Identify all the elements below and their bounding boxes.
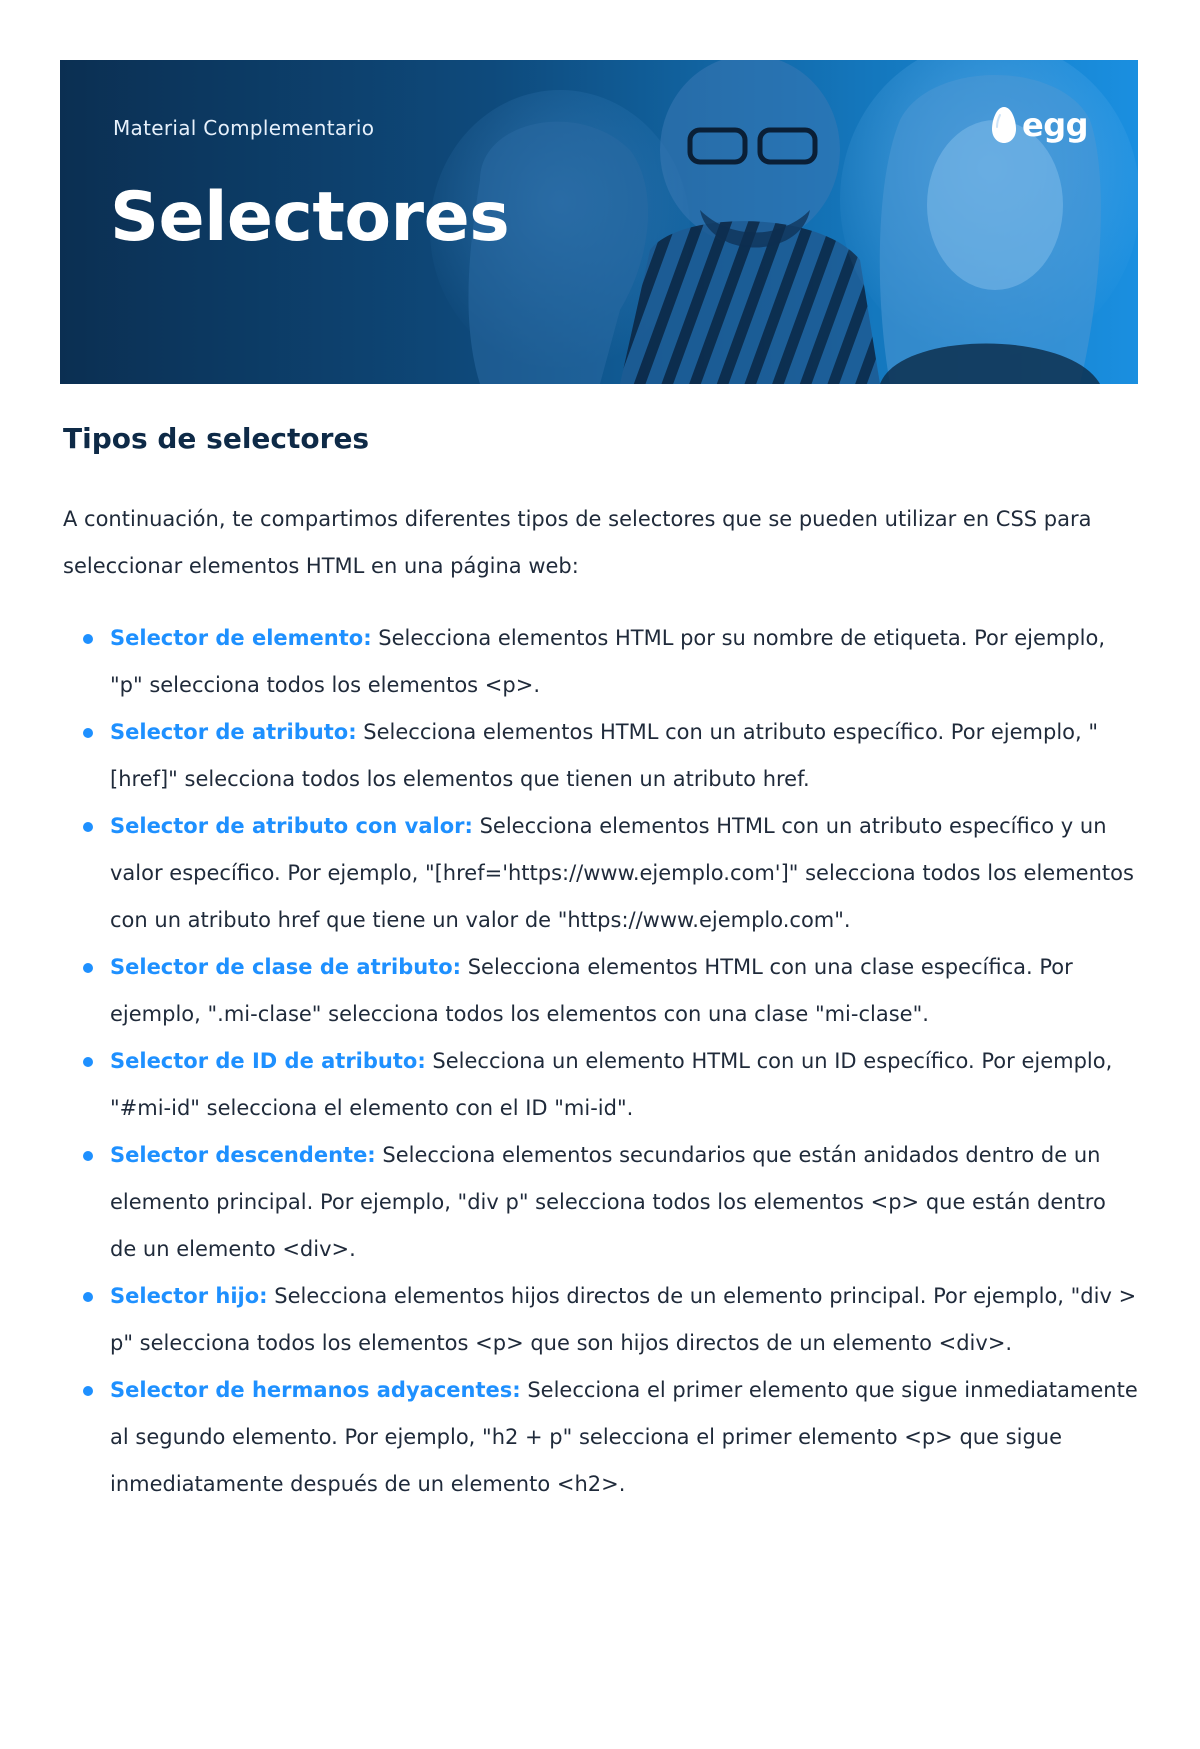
list-item-text: Selecciona elementos secundarios que están anidados dentro de un elemento principal. Por ejemplo, "div p" selecciona todos los elementos <p> que están dentro de un elemento <div>.	[110, 1143, 1106, 1261]
list-item-text: Selecciona el primer elemento que sigue inmediatamente al segundo elemento. Por ejemplo, "h2 + p" selecciona el primer elemento <p> que sigue inmediatamente después de un elemento <h2>.	[110, 1378, 1138, 1496]
bullet-dot-icon	[83, 1292, 93, 1302]
section-title: Tipos de selectores	[63, 422, 370, 455]
bullet-dot-icon	[83, 963, 93, 973]
bullet-dot-icon	[83, 1151, 93, 1161]
list-item-term: Selector de atributo:	[110, 720, 357, 744]
list-item-selector-hermanos	[63, 1367, 1138, 1508]
list-item-selector-descendente	[63, 1132, 1138, 1273]
list-item-selector-atributo	[63, 709, 1138, 803]
bullet-dot-icon	[83, 1057, 93, 1067]
list-item-selector-hijo	[63, 1273, 1138, 1367]
banner-title: Selectores	[110, 178, 510, 257]
list-item-term: Selector descendente:	[110, 1143, 376, 1167]
logo-text: egg	[1022, 106, 1089, 144]
bullet-dot-icon	[83, 634, 93, 644]
list-item-term: Selector hijo:	[110, 1284, 268, 1308]
list-item-term: Selector de elemento:	[110, 626, 372, 650]
bullet-dot-icon	[83, 1386, 93, 1396]
list-item-selector-id	[63, 1038, 1138, 1132]
list-item-text: Selecciona un elemento HTML con un ID específico. Por ejemplo, "#mi-id" selecciona el elemento con el ID "mi-id".	[110, 1049, 1113, 1120]
egg-logo	[990, 105, 1088, 145]
list-item-text: Selecciona elementos hijos directos de un elemento principal. Por ejemplo, "div > p" selecciona todos los elementos <p> que son hijos directos de un elemento <div>.	[110, 1284, 1137, 1355]
list-item-term: Selector de hermanos adyacentes:	[110, 1378, 521, 1402]
list-item-text: Selecciona elementos HTML con una clase específica. Por ejemplo, ".mi-clase" selecciona todos los elementos con una clase "mi-clase".	[110, 955, 1073, 1026]
bullet-dot-icon	[83, 822, 93, 832]
list-item-term: Selector de atributo con valor:	[110, 814, 473, 838]
intro-paragraph: A continuación, te compartimos diferentes tipos de selectores que se pueden utilizar en CSS para seleccionar elementos HTML en una página web:	[63, 507, 1092, 578]
list-item-text: Selecciona elementos HTML con un atributo específico. Por ejemplo, "[href]" selecciona todos los elementos que tienen un atributo href.	[110, 720, 1099, 791]
banner-subtitle: Material Complementario	[113, 116, 375, 140]
bullet-dot-icon	[83, 728, 93, 738]
selector-types-list	[63, 615, 1138, 1508]
list-item-term: Selector de clase de atributo:	[110, 955, 462, 979]
list-item-selector-clase	[63, 944, 1138, 1038]
list-item-selector-atributo-valor	[63, 803, 1138, 944]
list-item-text: Selecciona elementos HTML con un atributo específico y un valor específico. Por ejemplo, "[href='https://www.ejemplo.com']" selecciona todos los elementos con un atributo href que tiene un valor de "https://www.ejemplo.com".	[110, 814, 1134, 932]
list-item-term: Selector de ID de atributo:	[110, 1049, 426, 1073]
list-item-text: Selecciona elementos HTML por su nombre de etiqueta. Por ejemplo, "p" selecciona todos los elementos <p>.	[110, 626, 1106, 697]
list-item-selector-elemento	[63, 615, 1138, 709]
header-banner	[60, 60, 1138, 384]
egg-icon	[990, 105, 1018, 145]
